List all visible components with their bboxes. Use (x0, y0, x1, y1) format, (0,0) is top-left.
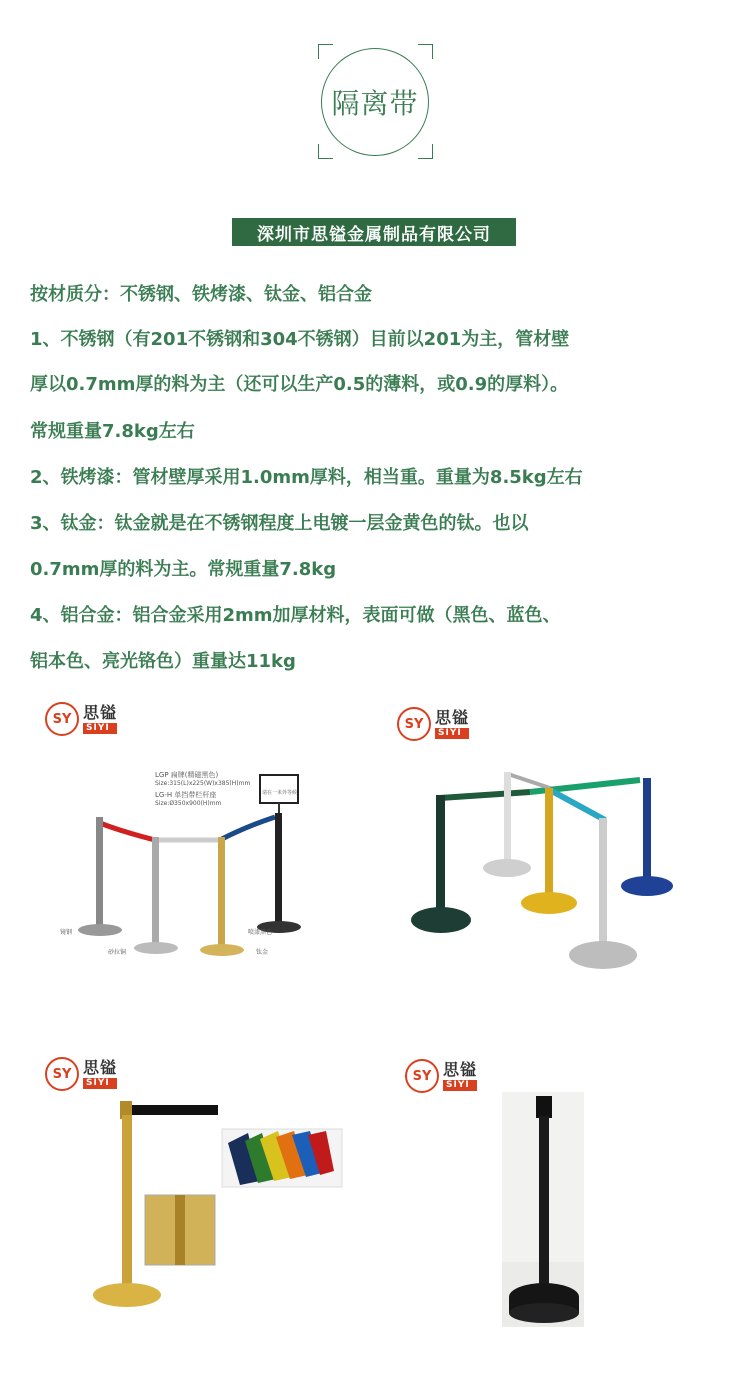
product-image-gold-stanchion (90, 1095, 350, 1315)
body-line: 厚以0.7mm厚的料为主（还可以生产0.5的薄料，或0.9的厚料）。 (30, 374, 569, 395)
brand-logo (397, 705, 469, 743)
logo-icon: SY (45, 1057, 79, 1091)
spec-size: Size:315(L)x225(W)x385(H)mm (155, 780, 251, 787)
finish-label: 钛金 (256, 949, 269, 956)
logo-cn: 思镒 (83, 1057, 118, 1077)
frame-corner-bl (318, 144, 333, 159)
spec-label: LGP 扁牌(精磁黑色) (155, 771, 219, 779)
logo-en: SIYI (83, 1078, 117, 1089)
body-line: 常规重量7.8kg左右 (30, 421, 195, 442)
spec-size: Size:Ø350x900(H)mm (155, 800, 222, 807)
logo-en: SIYI (443, 1080, 477, 1091)
sign-text: 请在一米外等候 (262, 790, 298, 796)
body-line: 4、铝合金：铝合金采用2mm加厚材料，表面可做（黑色、蓝色、 (30, 605, 561, 626)
logo-cn: 思镒 (435, 707, 470, 727)
logo-icon: SY (45, 702, 79, 736)
logo-cn: 思镒 (443, 1059, 478, 1079)
frame-corner-br (418, 144, 433, 159)
frame-corner-tl (318, 44, 333, 59)
spec-label: LG-H 单挡带栏杆座 (155, 791, 217, 799)
product-image-colored-stanchions (410, 760, 680, 980)
page-title: 隔离带 (321, 48, 429, 156)
finish-label: 镜钢 (60, 929, 73, 936)
body-line: 3、钛金：钛金就是在不锈钢程度上电镀一层金黄色的钛。也以 (30, 513, 529, 534)
brand-logo (45, 700, 117, 738)
body-line: 按材质分：不锈钢、铁烤漆、钛金、铝合金 (30, 284, 372, 305)
body-line: 铝本色、亮光铬色）重量达11kg (30, 651, 296, 672)
product-image-black-stanchion (502, 1092, 584, 1327)
body-line: 2、铁烤漆：管材壁厚采用1.0mm厚料，相当重。重量为8.5kg左右 (30, 467, 583, 488)
logo-en: SIYI (435, 728, 469, 739)
body-line: 0.7mm厚的料为主。常规重量7.8kg (30, 559, 337, 580)
finish-label: 砂拉铜 (108, 949, 127, 956)
logo-icon: SY (397, 707, 431, 741)
logo-en: SIYI (83, 723, 117, 734)
logo-cn: 思镒 (83, 702, 118, 722)
finish-label: 喷漆黑色 (248, 929, 273, 936)
company-banner: 深圳市思镒金属制品有限公司 (232, 218, 516, 246)
logo-icon: SY (405, 1059, 439, 1093)
brand-logo (405, 1057, 477, 1095)
frame-corner-tr (418, 44, 433, 59)
brand-logo (45, 1055, 117, 1093)
body-line: 1、不锈钢（有201不锈钢和304不锈钢）目前以201为主，管材壁 (30, 329, 570, 350)
